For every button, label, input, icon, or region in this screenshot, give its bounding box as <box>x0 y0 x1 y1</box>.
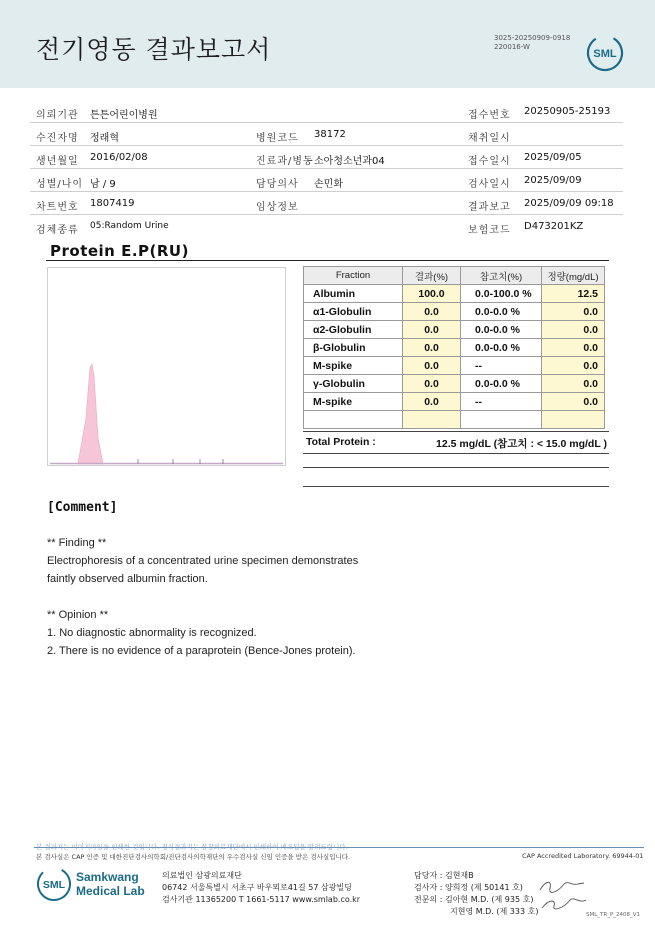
fraction-quantity: 0.0 <box>542 357 605 375</box>
info-label: 결과보고 <box>468 202 511 213</box>
info-value: 2025/09/09 09:18 <box>524 198 614 209</box>
info-row <box>30 146 623 169</box>
fraction-result: 0.0 <box>403 357 461 375</box>
fraction-name: M-spike <box>304 357 403 375</box>
info-value: 2016/02/08 <box>90 152 148 163</box>
fraction-result <box>403 411 461 429</box>
document-id-line-1: 3025-20250909-0918 <box>494 34 571 42</box>
total-protein-value: 12.5 mg/dL (참고치 : < 15.0 mg/dL ) <box>436 438 607 450</box>
total-protein-label: Total Protein : <box>306 436 376 448</box>
print-notice: 본 결과지는 이미지파일을 인쇄한 것입니다. 정식결과지는 삼광의료재단에서 인쇄하여 배포됨을 알려드립니다. <box>36 843 348 851</box>
info-row <box>30 215 623 238</box>
info-label: 수진자명 <box>36 133 79 144</box>
table-row <box>304 285 605 303</box>
form-code: SML_TR_P_2408_V1 <box>586 912 641 918</box>
lab-org-name: 의료법인 삼광의료재단 <box>162 871 242 880</box>
info-label: 접수일시 <box>468 156 511 167</box>
fraction-reference: 0.0-0.0 % <box>461 339 542 357</box>
fraction-name: α2-Globulin <box>304 321 403 339</box>
lab-name-line-1: Samkwang <box>76 870 139 884</box>
lab-address <box>162 870 360 906</box>
column-header: 결과(%) <box>403 267 461 285</box>
document-id <box>494 34 570 52</box>
fraction-result: 0.0 <box>403 303 461 321</box>
info-label: 진료과/병동 <box>256 156 314 167</box>
info-row <box>30 100 623 123</box>
fraction-quantity: 0.0 <box>542 393 605 411</box>
test-title: Protein E.P(RU) <box>50 242 189 260</box>
info-value: 소아청소년과04 <box>314 156 385 167</box>
finding-text: Electrophoresis of a concentrated urine specimen demonstrates <box>47 555 359 567</box>
fraction-name: β-Globulin <box>304 339 403 357</box>
divider <box>303 486 609 487</box>
fraction-quantity <box>542 411 605 429</box>
title-divider <box>46 260 609 261</box>
lab-name-line-2: Medical Lab <box>76 884 145 898</box>
staff-in-charge: 담당자 : 김현재B <box>414 871 474 880</box>
fraction-name: γ-Globulin <box>304 375 403 393</box>
info-label: 차트번호 <box>36 202 79 213</box>
info-value: 튼튼어린이병원 <box>90 110 158 121</box>
lab-contact: 검사기관 11365200 T 1661-5117 www.smlab.co.kr <box>162 895 361 904</box>
info-value: 손민화 <box>314 179 343 190</box>
lab-staff <box>414 870 538 918</box>
table-row <box>304 375 605 393</box>
column-header: 정량(mg/dL) <box>542 267 605 285</box>
fraction-result: 0.0 <box>403 339 461 357</box>
table-header-row <box>304 267 605 285</box>
info-value: 남 / 9 <box>90 179 116 190</box>
fraction-reference: -- <box>461 357 542 375</box>
opinion-heading: ** Opinion ** <box>47 609 109 621</box>
info-value: 05:Random Urine <box>90 221 169 231</box>
sml-logo-icon <box>586 34 624 72</box>
signature-icon <box>536 878 590 912</box>
info-value: 20250905-25193 <box>524 106 611 117</box>
table-row <box>304 393 605 411</box>
report-header <box>0 0 655 88</box>
fraction-table <box>303 266 605 429</box>
info-value: D473201KZ <box>524 221 584 232</box>
fraction-name: α1-Globulin <box>304 303 403 321</box>
finding-text: faintly observed albumin fraction. <box>47 573 208 585</box>
info-value: 2025/09/05 <box>524 152 582 163</box>
sml-logo-text: SML <box>593 48 617 60</box>
electrophoresis-graph <box>47 267 286 466</box>
info-label: 병원코드 <box>256 133 299 144</box>
fraction-name <box>304 411 403 429</box>
albumin-peak <box>78 364 103 464</box>
fraction-result: 0.0 <box>403 393 461 411</box>
fraction-quantity: 0.0 <box>542 321 605 339</box>
table-row <box>304 303 605 321</box>
finding-heading: ** Finding ** <box>47 537 107 549</box>
divider <box>303 453 609 454</box>
opinion-text: 1. No diagnostic abnormality is recognized. <box>47 627 257 639</box>
lab-name <box>76 870 145 898</box>
staff-specialist: 지현영 M.D. (제 333 호) <box>450 907 539 916</box>
info-label: 성별/나이 <box>36 179 84 190</box>
fraction-reference: 0.0-0.0 % <box>461 375 542 393</box>
fraction-reference: 0.0-100.0 % <box>461 285 542 303</box>
info-value: 정래혁 <box>90 133 119 144</box>
report-title: 전기영동 결과보고서 <box>36 35 272 64</box>
fraction-quantity: 12.5 <box>542 285 605 303</box>
footer-divider <box>34 847 644 848</box>
table-row <box>304 321 605 339</box>
fraction-result: 0.0 <box>403 375 461 393</box>
cap-accreditation: CAP Accredited Laboratory. 69944-01 <box>522 852 644 860</box>
info-label: 검체종류 <box>36 225 79 236</box>
info-label: 검사일시 <box>468 179 511 190</box>
fraction-name: Albumin <box>304 285 403 303</box>
table-row <box>304 339 605 357</box>
fraction-reference: 0.0-0.0 % <box>461 321 542 339</box>
divider <box>303 467 609 468</box>
info-row <box>30 169 623 192</box>
electrophoresis-curve <box>48 268 285 465</box>
info-label: 담당의사 <box>256 179 299 190</box>
info-row <box>30 123 623 146</box>
table-row <box>304 411 605 429</box>
info-value: 1807419 <box>90 198 135 209</box>
fraction-reference: 0.0-0.0 % <box>461 303 542 321</box>
info-label: 임상정보 <box>256 202 299 213</box>
lab-street-address: 06742 서울특별시 서초구 바우뫼로41길 57 삼광빌딩 <box>162 883 352 892</box>
samkwang-logo-icon <box>36 866 72 902</box>
fraction-reference: -- <box>461 393 542 411</box>
comment-title: [Comment] <box>47 500 118 515</box>
fraction-quantity: 0.0 <box>542 339 605 357</box>
info-label: 보험코드 <box>468 225 511 236</box>
certification-notice: 본 검사실은 CAP 인증 및 대한진단검사의학회/진단검사의학재단의 우수검사실 신임 인증을 받은 검사실입니다. <box>36 853 351 861</box>
divider <box>303 431 609 432</box>
opinion-text: 2. There is no evidence of a paraprotein (Bence-Jones protein). <box>47 645 356 657</box>
document-id-line-2: 220016-W <box>494 43 530 51</box>
column-header: 참고치(%) <box>461 267 542 285</box>
info-value: 2025/09/09 <box>524 175 582 186</box>
fraction-quantity: 0.0 <box>542 303 605 321</box>
info-value: 38172 <box>314 129 346 140</box>
info-label: 채취일시 <box>468 133 511 144</box>
fraction-result: 0.0 <box>403 321 461 339</box>
info-row <box>30 192 623 215</box>
info-label: 생년월일 <box>36 156 79 167</box>
fraction-result: 100.0 <box>403 285 461 303</box>
fraction-reference <box>461 411 542 429</box>
table-row <box>304 357 605 375</box>
fraction-name: M-spike <box>304 393 403 411</box>
samkwang-logo-text: SML <box>42 879 66 891</box>
info-label: 접수번호 <box>468 110 511 121</box>
staff-examiner: 검사자 : 양희정 (제 50141 호) <box>414 883 523 892</box>
fraction-quantity: 0.0 <box>542 375 605 393</box>
column-header: Fraction <box>304 267 403 285</box>
info-label: 의뢰기관 <box>36 110 79 121</box>
staff-specialist: 전문의 : 김아현 M.D. (제 935 호) <box>414 895 534 904</box>
